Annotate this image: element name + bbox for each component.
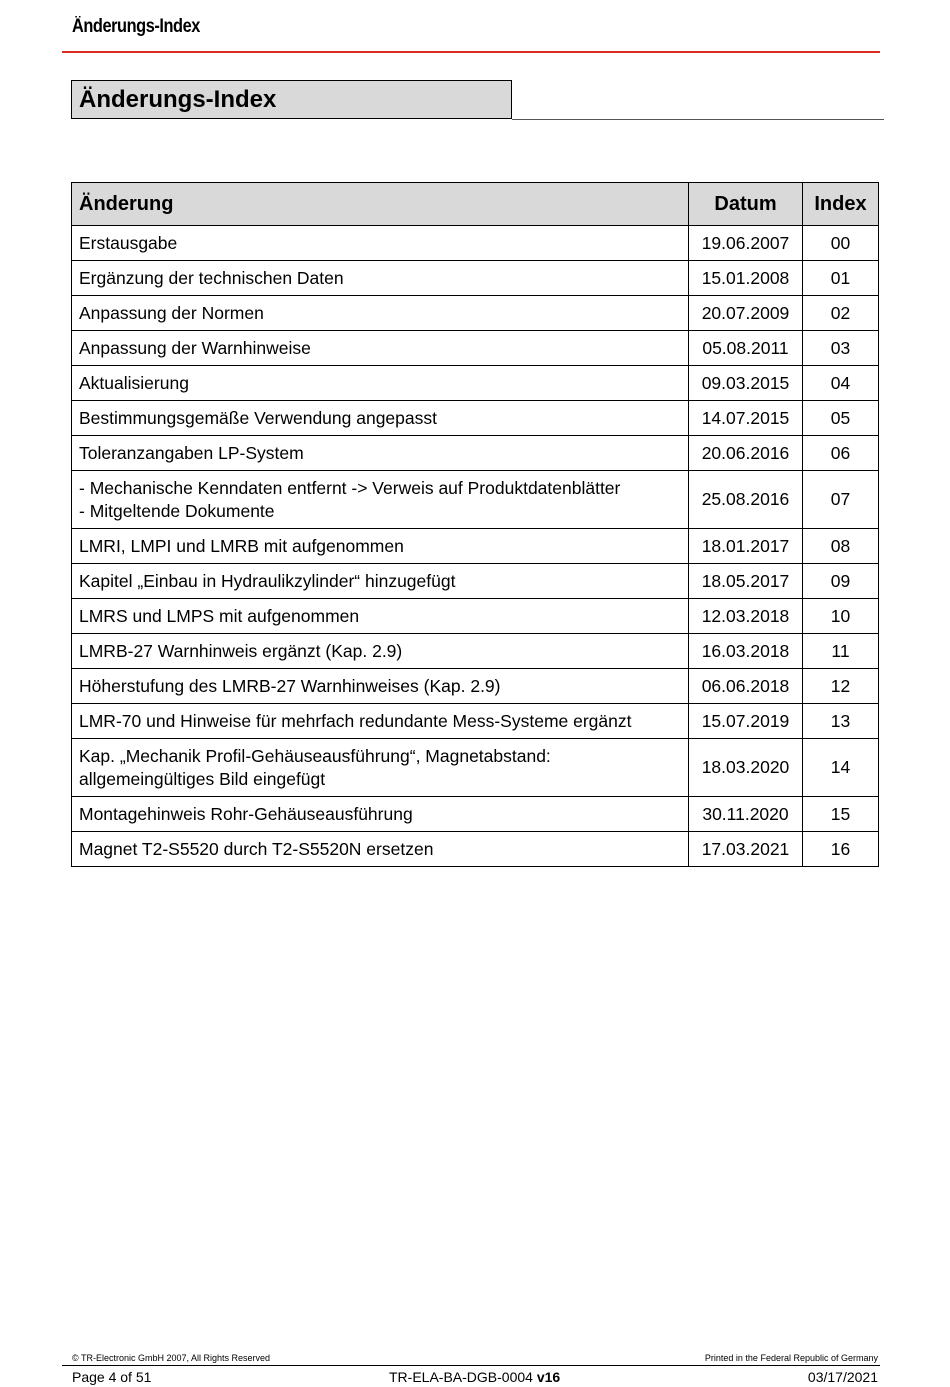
section-heading-box [71,80,512,119]
index-cell: 00 [803,226,879,261]
table-row [72,529,879,564]
change-line: - Mechanische Kenndaten entfernt -> Verweis auf Produktdatenblätter [79,477,621,498]
column-header-date: Datum [689,183,803,226]
date-cell: 20.07.2009 [689,296,803,331]
footer-page-number: Page 4 of 51 [72,1369,152,1385]
date-cell: 17.03.2021 [689,832,803,867]
table-row [72,739,879,797]
table-row [72,261,879,296]
date-cell: 06.06.2018 [689,669,803,704]
change-cell: Anpassung der Normen [72,296,689,331]
change-cell: Toleranzangaben LP-System [72,436,689,471]
footer-date: 03/17/2021 [807,1369,878,1385]
date-cell: 19.06.2007 [689,226,803,261]
header-divider [62,51,880,53]
table-row [72,564,879,599]
index-cell: 01 [803,261,879,296]
index-cell: 08 [803,529,879,564]
date-cell: 05.08.2011 [689,331,803,366]
index-cell: 16 [803,832,879,867]
table-row [72,471,879,529]
index-cell: 13 [803,704,879,739]
change-cell: Erstausgabe [72,226,689,261]
footer-document-id [389,1369,560,1385]
change-cell: LMRB-27 Warnhinweis ergänzt (Kap. 2.9) [72,634,689,669]
index-cell: 14 [803,739,879,797]
change-cell [72,471,689,529]
table-row [72,436,879,471]
change-cell: Ergänzung der technischen Daten [72,261,689,296]
table-row [72,226,879,261]
date-cell: 09.03.2015 [689,366,803,401]
date-cell: 14.07.2015 [689,401,803,436]
change-cell: Höherstufung des LMRB-27 Warnhinweises (Kap. 2.9) [72,669,689,704]
change-index-table [71,182,879,867]
table-header-row [72,183,879,226]
index-cell: 04 [803,366,879,401]
index-cell: 10 [803,599,879,634]
index-cell: 05 [803,401,879,436]
document-number: TR-ELA-BA-DGB-0004 [389,1369,533,1385]
change-cell: Aktualisierung [72,366,689,401]
change-cell: Anpassung der Warnhinweise [72,331,689,366]
document-version: v16 [536,1369,561,1385]
date-cell: 15.01.2008 [689,261,803,296]
date-cell: 25.08.2016 [689,471,803,529]
table-row [72,599,879,634]
date-cell: 15.07.2019 [689,704,803,739]
change-cell: Kapitel „Einbau in Hydraulikzylinder“ hinzugefügt [72,564,689,599]
index-cell: 02 [803,296,879,331]
footer-divider [62,1365,880,1366]
change-line: allgemeingültiges Bild eingefügt [79,768,326,789]
date-cell: 16.03.2018 [689,634,803,669]
table-row [72,669,879,704]
date-cell: 20.06.2016 [689,436,803,471]
table-row [72,296,879,331]
change-cell: Montagehinweis Rohr-Gehäuseausführung [72,797,689,832]
table-row [72,366,879,401]
change-line: - Mitgeltende Dokumente [79,500,275,521]
change-cell [72,739,689,797]
index-cell: 12 [803,669,879,704]
footer-copyright: © TR-Electronic GmbH 2007, All Rights Reserved [72,1353,271,1363]
date-cell: 18.03.2020 [689,739,803,797]
index-cell: 11 [803,634,879,669]
footer-printed-note: Printed in the Federal Republic of Germany [704,1353,878,1363]
index-cell: 15 [803,797,879,832]
date-cell: 18.01.2017 [689,529,803,564]
index-cell: 07 [803,471,879,529]
date-cell: 18.05.2017 [689,564,803,599]
table-row [72,832,879,867]
change-cell: LMRI, LMPI und LMRB mit aufgenommen [72,529,689,564]
date-cell: 30.11.2020 [689,797,803,832]
date-cell: 12.03.2018 [689,599,803,634]
index-cell: 03 [803,331,879,366]
column-header-change: Änderung [72,183,689,226]
table-row [72,331,879,366]
section-title: Änderungs-Index [79,86,277,113]
table-row [72,401,879,436]
index-cell: 06 [803,436,879,471]
change-cell: LMRS und LMPS mit aufgenommen [72,599,689,634]
table-row [72,704,879,739]
change-cell: LMR-70 und Hinweise für mehrfach redundante Mess-Systeme ergänzt [72,704,689,739]
change-cell: Bestimmungsgemäße Verwendung angepasst [72,401,689,436]
section-heading-rule [512,119,884,120]
table-row [72,797,879,832]
change-cell: Magnet T2-S5520 durch T2-S5520N ersetzen [72,832,689,867]
change-line: Kap. „Mechanik Profil-Gehäuseausführung“, Magnetabstand: [79,745,551,766]
column-header-index: Index [803,183,879,226]
table-row [72,634,879,669]
index-cell: 09 [803,564,879,599]
running-header-title: Änderungs-Index [72,16,200,37]
